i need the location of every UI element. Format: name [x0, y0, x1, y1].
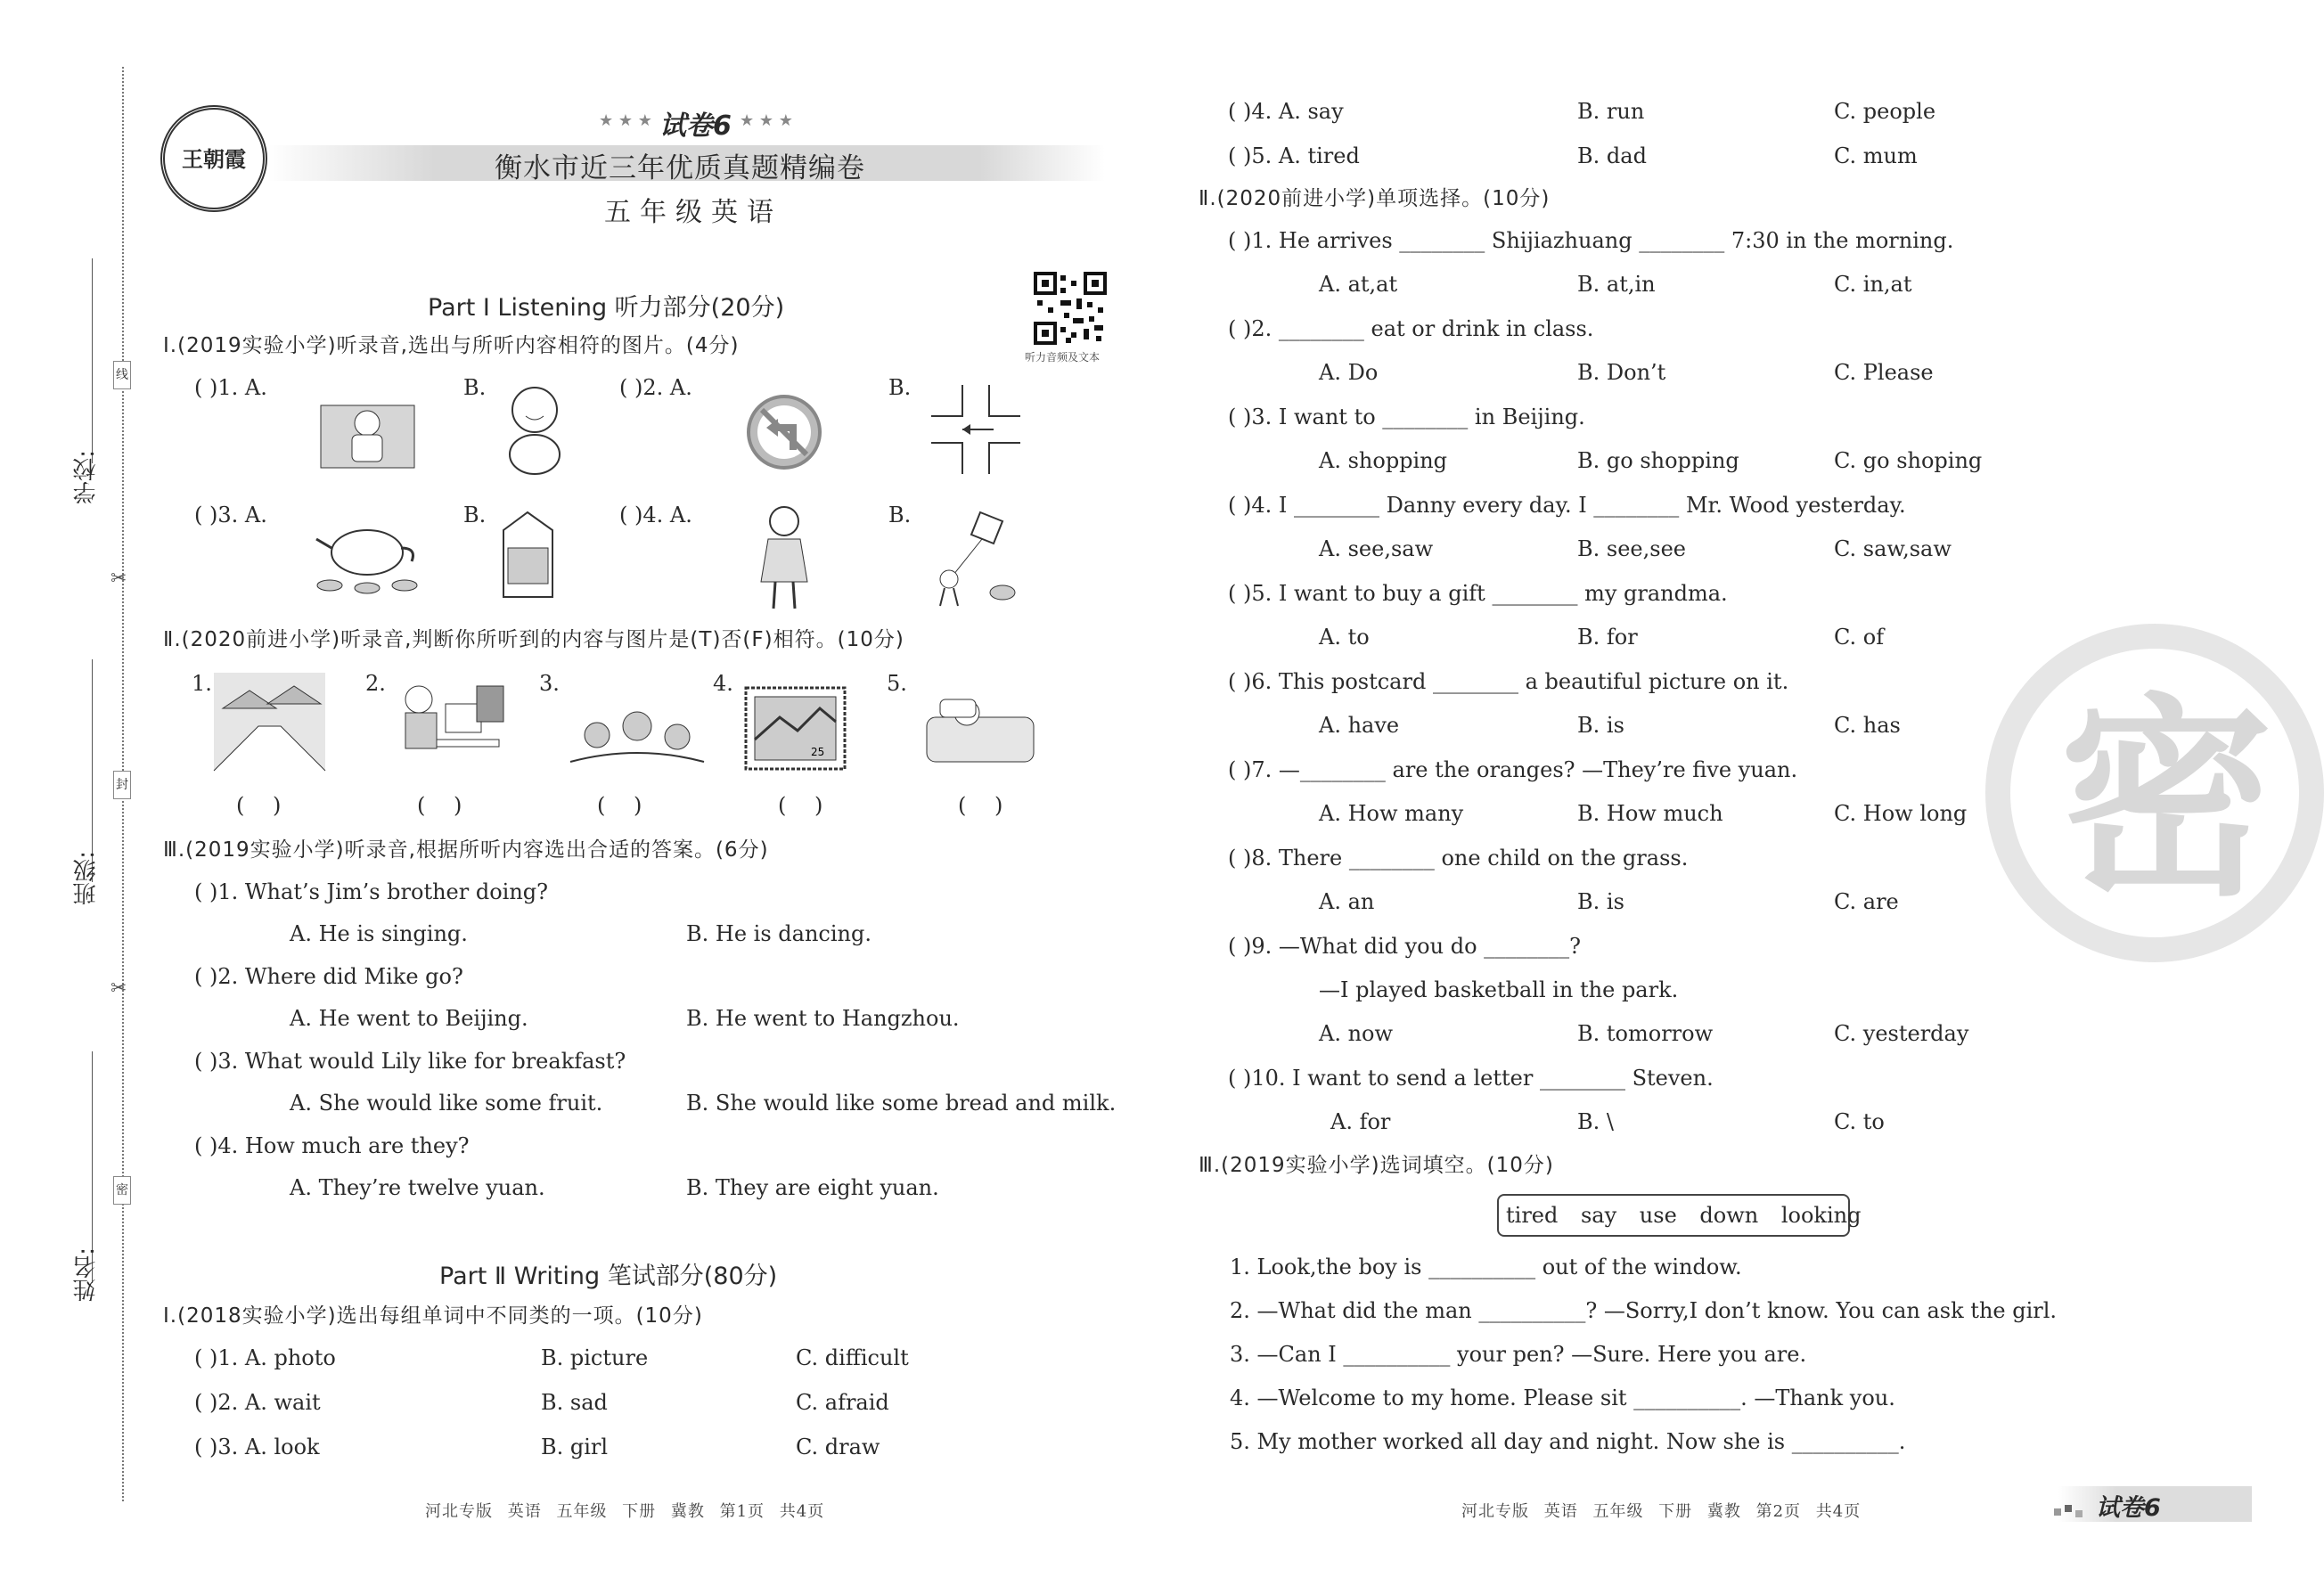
option-b-label: B.: [888, 503, 912, 527]
qr-caption: 听力音频及文本: [1025, 351, 1101, 364]
question-text: ( )2. Where did Mike go?: [194, 964, 463, 989]
seal-mark-mi: 密: [113, 1176, 131, 1205]
question-number: ( )3. A.: [194, 503, 267, 527]
confidential-seal: [1985, 624, 2324, 962]
option-c: C. has: [1834, 713, 1901, 738]
option-b: B. She would like some bread and milk.: [686, 1091, 1117, 1116]
option-a: A. How many: [1319, 801, 1464, 826]
option-c: C. go shoping: [1834, 448, 1983, 473]
logo-seal: [160, 105, 267, 212]
option-c: C. difficult: [796, 1345, 909, 1370]
part1-heading: Part Ⅰ Listening 听力部分(20分): [428, 294, 785, 322]
option-c: C. of: [1834, 625, 1885, 650]
word-box: [1497, 1194, 1862, 1237]
question-text: ( )1. What’s Jim’s brother doing?: [194, 879, 549, 904]
option-b: B. picture: [541, 1345, 649, 1370]
question-text: ( )4. I ________ Danny every day. I ________ Mr. Wood yesterday.: [1228, 493, 1906, 518]
picture-number: 3.: [539, 671, 560, 696]
option-a: A. He went to Beijing.: [290, 1006, 528, 1031]
kite-picture: [918, 503, 1025, 610]
option-b: B. How much: [1577, 801, 1723, 826]
answer-blank[interactable]: ( ): [417, 793, 462, 818]
option-b: B. tomorrow: [1577, 1021, 1714, 1046]
great-wall-stamp-picture: [744, 686, 847, 771]
seal-character: 密: [2059, 675, 2274, 925]
class-line: [92, 659, 93, 882]
question-text: ( )4. How much are they?: [194, 1133, 470, 1158]
star-row: ★ ★ ★: [599, 111, 652, 130]
qr-code: [1034, 272, 1107, 345]
question-text: ( )10. I want to send a letter ________ Steven.: [1228, 1066, 1714, 1091]
option-b: B. at,in: [1577, 272, 1656, 297]
word-box-words: tired say use down looking: [1506, 1203, 1862, 1228]
answer-blank[interactable]: ( ): [597, 793, 642, 818]
section-heading: Ⅲ.(2019实验小学)听录音,根据所听内容选出合适的答案。(6分): [163, 838, 769, 862]
option-c: C. draw: [796, 1435, 880, 1459]
option-b-label: B.: [463, 503, 487, 527]
page-footer: 河北专版 英语 五年级 下册 冀教 第1页 共4页: [425, 1502, 825, 1521]
scissors-icon: ✂: [110, 568, 127, 590]
paper-badge: 试卷6: [659, 110, 732, 142]
option-b: B. Don’t: [1577, 360, 1666, 385]
question-text: ( )3. A. look: [194, 1435, 320, 1459]
option-a: A. have: [1319, 713, 1400, 738]
crying-baby-picture: [495, 379, 575, 477]
teapot-picture: [312, 512, 423, 597]
option-c: C. to: [1834, 1109, 1885, 1134]
section-heading: Ⅱ.(2020前进小学)单项选择。(10分): [1199, 187, 1551, 210]
option-a: A. He is singing.: [290, 921, 468, 946]
question-text: ( )9. —What did you do ________?: [1228, 934, 1582, 959]
question-text: ( )5. A. tired: [1228, 143, 1360, 168]
section-heading: Ⅲ.(2019实验小学)选词填空。(10分): [1199, 1154, 1554, 1177]
question-text: ( )1. A. photo: [194, 1345, 336, 1370]
part2-heading: Part Ⅱ Writing 笔试部分(80分): [439, 1263, 778, 1290]
seal-mark-feng: 封: [113, 771, 131, 799]
corner-dots: [2054, 1501, 2090, 1523]
question-number: ( )4. A.: [619, 503, 692, 527]
option-b: B. They are eight yuan.: [686, 1175, 939, 1200]
section-heading: Ⅱ.(2020前进小学)听录音,判断你所听到的内容与图片是(T)否(F)相符。(10分): [163, 628, 904, 651]
question-text: ( )8. There ________ one child on the grass.: [1228, 846, 1689, 871]
name-label: 姓名:: [73, 1247, 100, 1302]
baby-bed-picture: [316, 392, 419, 472]
question-number: ( )1. A.: [194, 375, 267, 400]
option-a: A. Do: [1319, 360, 1379, 385]
option-b: B. go shopping: [1577, 448, 1739, 473]
question-text: ( )5. I want to buy a gift ________ my grandma.: [1228, 581, 1728, 606]
fill-sentence: 5. My mother worked all day and night. Now she is __________.: [1230, 1429, 1906, 1454]
milk-carton-picture: [495, 508, 561, 601]
option-c: C. yesterday: [1834, 1021, 1969, 1046]
option-a: A. at,at: [1319, 272, 1398, 297]
no-left-turn-sign: [744, 392, 824, 472]
fill-sentence: 3. —Can I __________ your pen? —Sure. Here you are.: [1230, 1342, 1807, 1367]
question-text: ( )2. A. wait: [194, 1390, 321, 1415]
page-footer: 河北专版 英语 五年级 下册 冀教 第2页 共4页: [1461, 1502, 1862, 1521]
question-text: ( )7. —________ are the oranges? —They’re five yuan.: [1228, 757, 1798, 782]
option-b: B. for: [1577, 625, 1638, 650]
option-b: B. run: [1577, 99, 1645, 124]
picture-number: 4.: [713, 671, 733, 696]
option-c: C. people: [1834, 99, 1936, 124]
question-text: ( )2. ________ eat or drink in class.: [1228, 316, 1594, 341]
school-line: [92, 258, 93, 463]
option-c: C. afraid: [796, 1390, 889, 1415]
option-b: B. \: [1577, 1109, 1614, 1134]
answer-blank[interactable]: ( ): [778, 793, 823, 818]
section-heading: Ⅰ.(2018实验小学)选出每组单词中不同类的一项。(10分): [163, 1304, 703, 1328]
logo-text: 王朝霞: [182, 147, 246, 172]
option-b: B. is: [1577, 713, 1624, 738]
corner-tag: 试卷6: [2096, 1494, 2161, 1522]
answer-blank[interactable]: ( ): [236, 793, 282, 818]
seal-mark-xian: 线: [113, 361, 131, 389]
option-a: A. shopping: [1319, 448, 1448, 473]
option-b-label: B.: [888, 375, 912, 400]
option-c: C. How long: [1834, 801, 1968, 826]
option-a: A. to: [1319, 625, 1370, 650]
option-b: B. He is dancing.: [686, 921, 872, 946]
picture-number: 2.: [365, 671, 386, 696]
picture-number: 5.: [887, 671, 907, 696]
question-text: ( )3. What would Lily like for breakfast?: [194, 1049, 626, 1074]
option-b: B. He went to Hangzhou.: [686, 1006, 960, 1031]
fill-sentence: 1. Look,the boy is __________ out of the window.: [1230, 1255, 1742, 1279]
option-b: B. dad: [1577, 143, 1647, 168]
section-heading: Ⅰ.(2019实验小学)听录音,选出与所听内容相符的图片。(4分): [163, 334, 740, 357]
option-a: A. for: [1330, 1109, 1391, 1134]
option-a: A. She would like some fruit.: [290, 1091, 603, 1116]
page-subtitle: 五年级英语: [604, 197, 782, 228]
question-text: ( )1. He arrives ________ Shijiazhuang ________ 7:30 in the morning.: [1228, 228, 1954, 253]
option-a: A. They’re twelve yuan.: [290, 1175, 545, 1200]
star-row: ★ ★ ★: [740, 111, 793, 130]
option-b: B. sad: [541, 1390, 608, 1415]
class-label: 班级:: [73, 851, 100, 905]
question-text: ( )4. A. say: [1228, 99, 1344, 124]
answer-blank[interactable]: ( ): [958, 793, 1003, 818]
dialog-reply: —I played basketball in the park.: [1319, 977, 1679, 1002]
village-picture: [214, 673, 325, 771]
option-a: A. an: [1319, 889, 1375, 914]
option-a: A. now: [1319, 1021, 1394, 1046]
svg-text:25: 25: [811, 746, 825, 758]
intersection-picture: [931, 385, 1020, 474]
sick-in-bed-picture: [918, 673, 1043, 771]
option-b-label: B.: [463, 375, 487, 400]
flowers-picture: [570, 699, 704, 771]
question-number: ( )2. A.: [619, 375, 692, 400]
option-b: B. is: [1577, 889, 1624, 914]
question-text: ( )6. This postcard ________ a beautiful picture on it.: [1228, 669, 1789, 694]
option-c: C. are: [1834, 889, 1899, 914]
fill-sentence: 4. —Welcome to my home. Please sit __________. —Thank you.: [1230, 1386, 1895, 1410]
page-title: 衡水市近三年优质真题精编卷: [495, 152, 865, 184]
option-a: A. see,saw: [1319, 536, 1434, 561]
school-label: 学校:: [73, 450, 100, 504]
scissors-icon: ✂: [110, 977, 127, 1000]
option-c: C. saw,saw: [1834, 536, 1952, 561]
option-c: C. in,at: [1834, 272, 1912, 297]
boy-computer-picture: [392, 677, 508, 771]
picture-number: 1.: [192, 671, 212, 696]
option-c: C. Please: [1834, 360, 1934, 385]
question-text: ( )3. I want to ________ in Beijing.: [1228, 405, 1585, 429]
option-c: C. mum: [1834, 143, 1918, 168]
option-b: B. girl: [541, 1435, 609, 1459]
girl-phone-picture: [749, 502, 820, 613]
fill-sentence: 2. —What did the man __________? —Sorry,I don’t know. You can ask the girl.: [1230, 1298, 2058, 1323]
option-b: B. see,see: [1577, 536, 1686, 561]
